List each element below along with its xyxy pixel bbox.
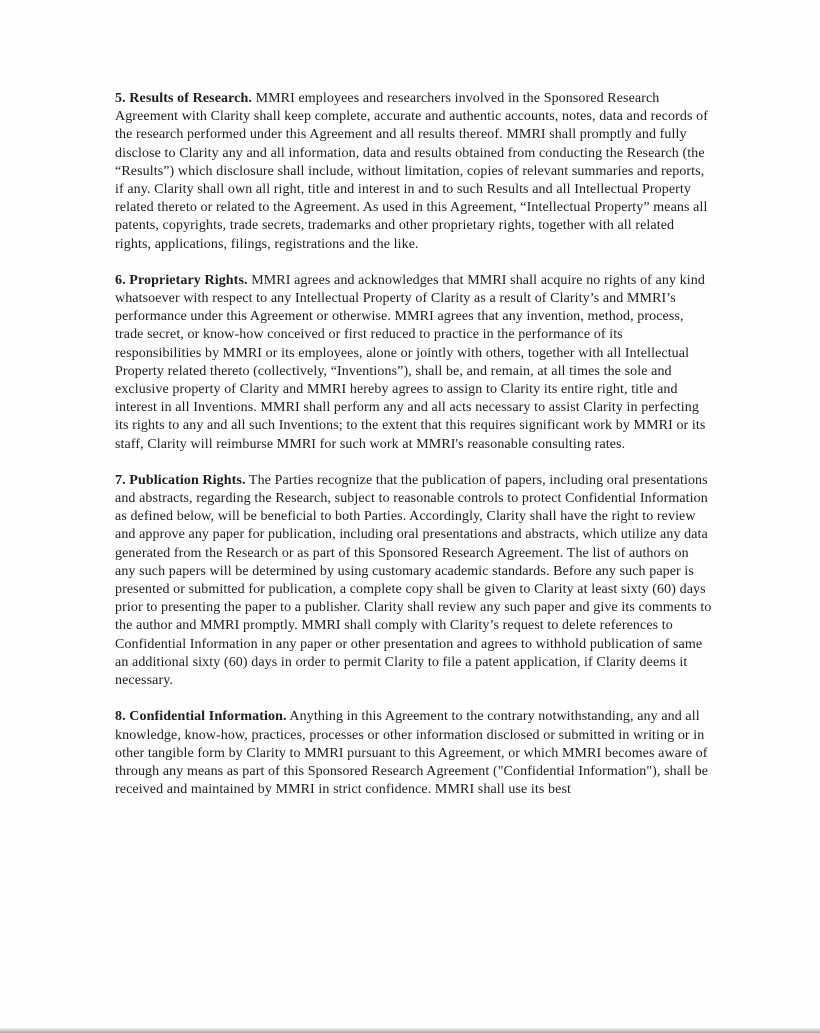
- section-8-body: Anything in this Agreement to the contrary notwithstanding, any and all knowledge, know-how, practices, processes or other information disclosed or submitted in writing or in other tangible form by Clarity to MMRI pursuant to this Agreement, or which MMRI becomes aware of through any means as part of this Sponsored Research Agreement ("Confidential Information"), shall be received and maintained by MMRI in strict confidence. MMRI shall use its best: [115, 709, 709, 798]
- section-6-heading: 6. Proprietary Rights.: [115, 272, 248, 288]
- section-5-heading: 5. Results of Research.: [115, 91, 252, 106]
- section-7-heading: 7. Publication Rights.: [115, 472, 246, 488]
- section-5-results-of-research: [115, 90, 712, 254]
- section-8-heading: 8. Confidential Information.: [115, 709, 287, 725]
- section-7-publication-rights: [115, 472, 712, 690]
- section-6-proprietary-rights: [115, 272, 712, 454]
- section-6-body: MMRI agrees and acknowledges that MMRI shall acquire no rights of any kind whatsoever with respect to any Intellectual Property of Clarity as a result of Clarity’s and MMRI’s performance under this Agreement or otherwise. MMRI agrees that any invention, method, process, trade secret, or know-how conceived or first reduced to practice in the performance of its responsibilities by MMRI or its employees, alone or jointly with others, together with all Intellectual Property related thereto (collectively, “Inventions”), shall be, and remain, at all times the sole and exclusive property of Clarity and MMRI hereby agrees to assign to Clarity its entire right, title and interest in all Inventions. MMRI shall perform any and all acts necessary to assist Clarity in perfecting its rights to any and all such Inventions; to the extent that this requires significant work by MMRI or its staff, Clarity will reimburse MMRI for such work at MMRI's reasonable consulting rates.: [115, 272, 706, 452]
- section-8-confidential-information: [115, 708, 712, 799]
- section-5-body: MMRI employees and researchers involved in the Sponsored Research Agreement with Clarity shall keep complete, accurate and authentic accounts, notes, data and records of the research performed under this Agreement and all results thereof. MMRI shall promptly and fully disclose to Clarity any and all information, data and results obtained from conducting the Research (the “Results”) which disclosure shall include, without limitation, copies of relevant summaries and reports, if any. Clarity shall own all right, title and interest in and to such Results and all Intellectual Property related thereto or related to the Agreement. As used in this Agreement, “Intellectual Property” means all patents, copyrights, trade secrets, trademarks and other proprietary rights, together with all related rights, applications, filings, registrations and the like.: [115, 91, 709, 252]
- scan-edge-artifact: [0, 1028, 820, 1033]
- section-7-body: The Parties recognize that the publication of papers, including oral presentations and abstracts, regarding the Research, subject to reasonable controls to protect Confidential Information as defined below, will be beneficial to both Parties. Accordingly, Clarity shall have the right to review and approve any paper for publication, including oral presentations and abstracts, which utilize any data generated from the Research or as part of this Sponsored Research Agreement. The list of authors on any such papers will be determined by using customary academic standards. Before any such paper is presented or submitted for publication, a complete copy shall be given to Clarity at least sixty (60) days prior to presenting the paper to a publisher. Clarity shall review any such paper and give its comments to the author and MMRI promptly. MMRI shall comply with Clarity’s request to delete references to Confidential Information in any paper or other presentation and agrees to withhold publication of same an additional sixty (60) days in order to permit Clarity to file a patent application, if Clarity deems it necessary.: [115, 472, 712, 689]
- document-body: [115, 90, 712, 817]
